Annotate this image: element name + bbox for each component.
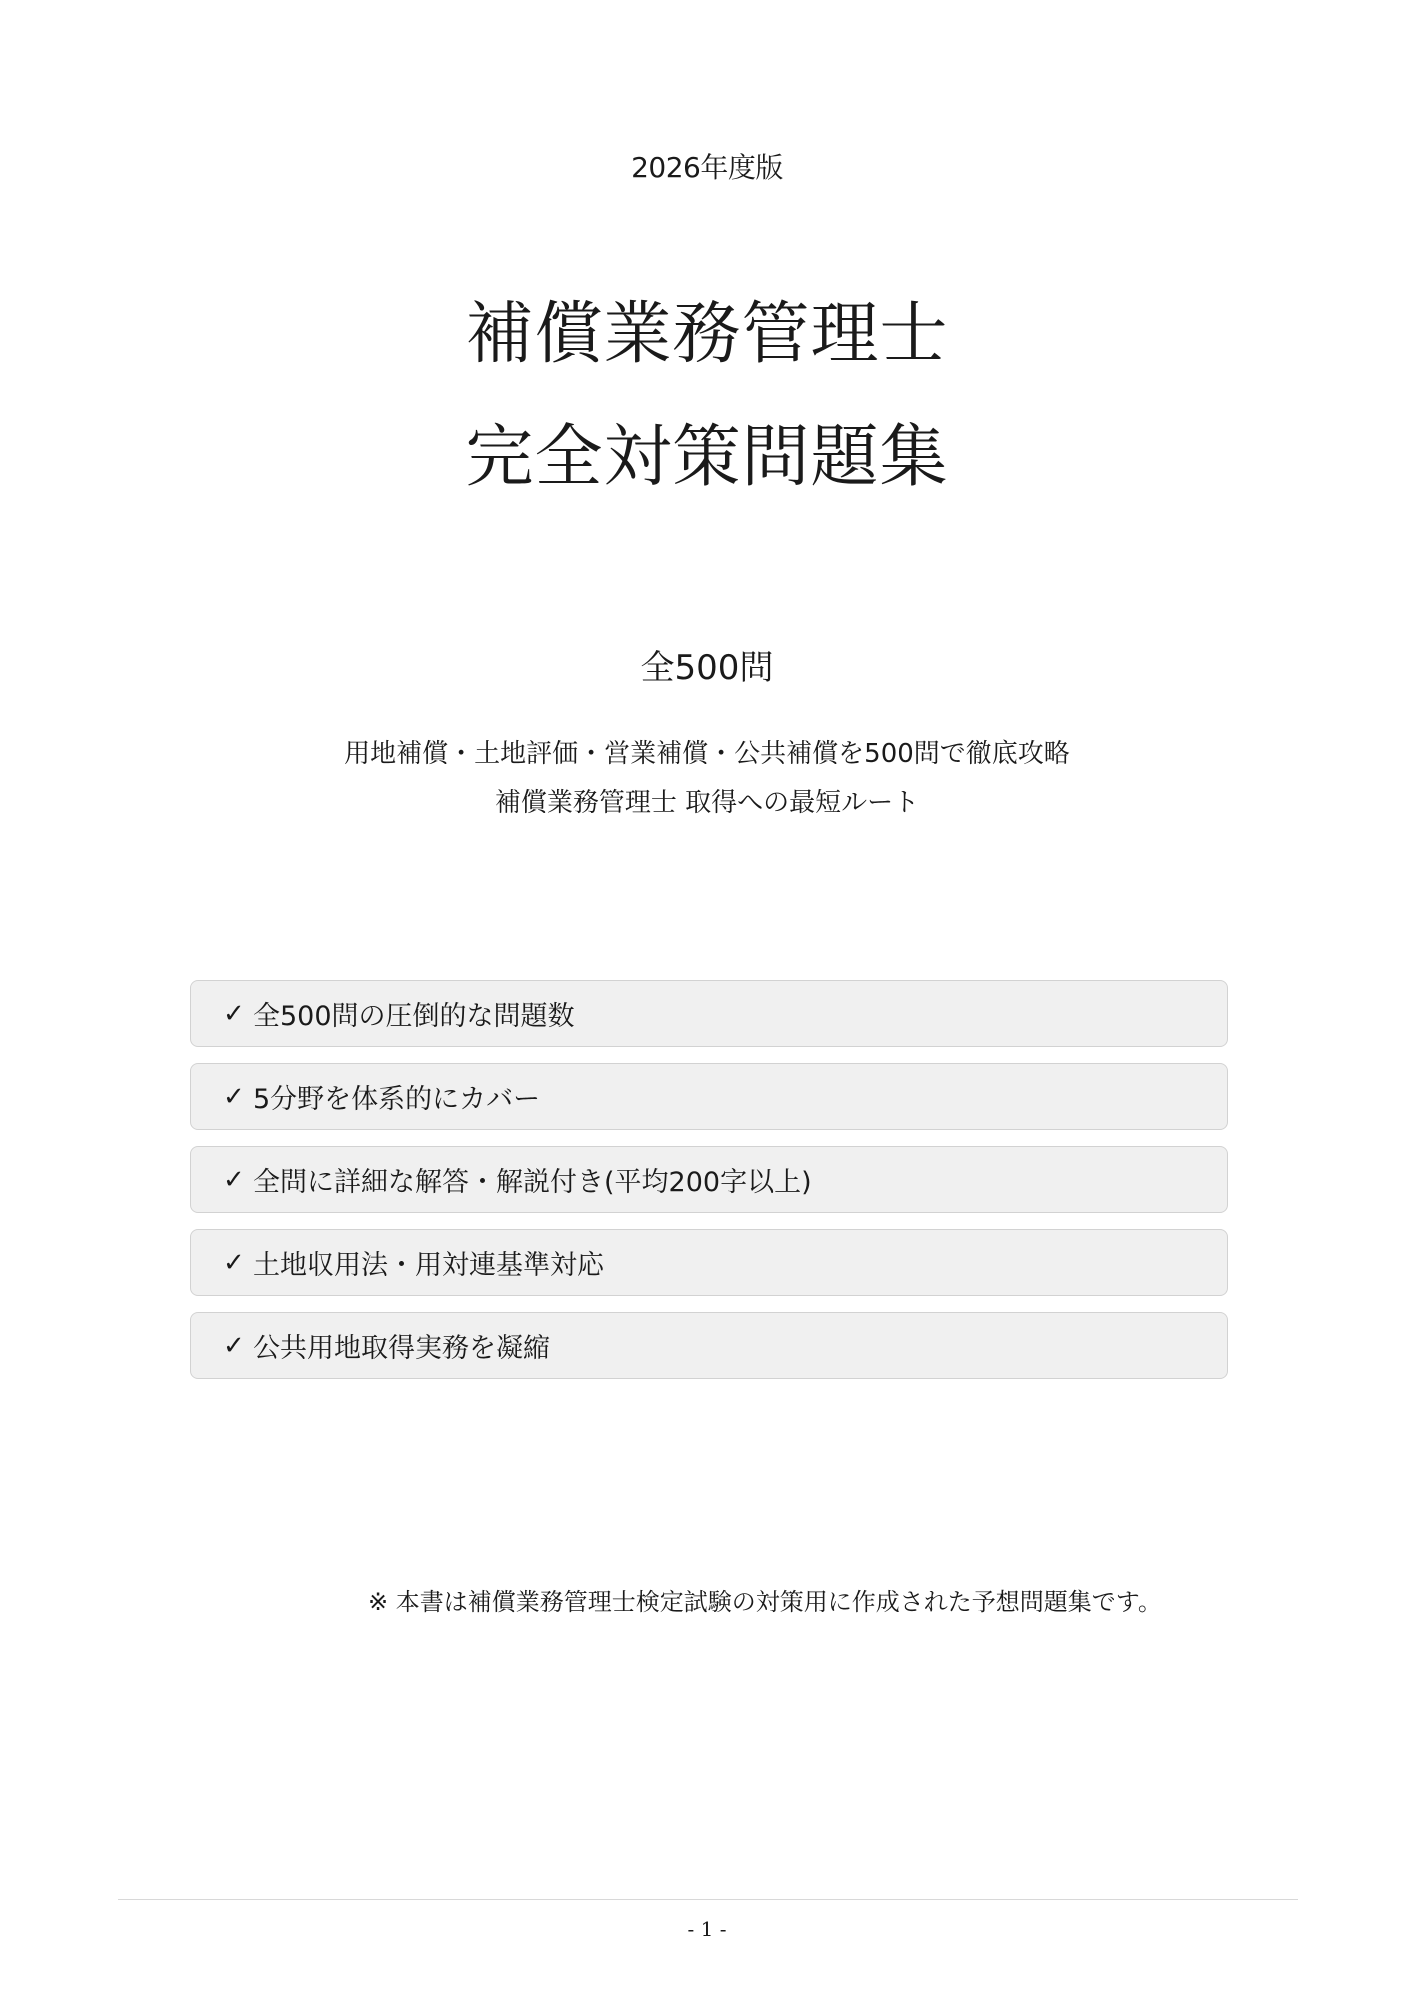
feature-text: 全問に詳細な解答・解説付き(平均200字以上) [253, 1167, 812, 1198]
feature-text: 全500問の圧倒的な問題数 [253, 1001, 575, 1032]
feature-list [190, 980, 1228, 1395]
check-icon: ✓ [223, 1164, 245, 1195]
check-icon: ✓ [223, 1247, 245, 1278]
feature-text: 土地収用法・用対連基準対応 [253, 1250, 604, 1281]
edition-label: 2026年度版 [631, 151, 783, 184]
book-title-line-1: 補償業務管理士 [465, 295, 949, 374]
feature-item [190, 1146, 1228, 1213]
page-number: - 1 - [687, 1917, 727, 1941]
subtitle-line-2: 補償業務管理士 取得への最短ルート [494, 788, 920, 818]
check-icon: ✓ [223, 998, 245, 1029]
check-icon: ✓ [223, 1330, 245, 1361]
feature-text: 5分野を体系的にカバー [253, 1084, 541, 1115]
feature-item [190, 1312, 1228, 1379]
feature-item [190, 980, 1228, 1047]
feature-item [190, 1063, 1228, 1130]
question-count: 全500問 [640, 648, 774, 688]
footer-divider [118, 1899, 1298, 1900]
subtitle-line-1: 用地補償・土地評価・営業補償・公共補償を500問で徹底攻略 [344, 739, 1070, 769]
disclaimer-note: ※ 本書は補償業務管理士検定試験の対策用に作成された予想問題集です。 [368, 1588, 1162, 1616]
check-icon: ✓ [223, 1081, 245, 1112]
feature-text: 公共用地取得実務を凝縮 [253, 1333, 550, 1364]
feature-item [190, 1229, 1228, 1296]
book-title-line-2: 完全対策問題集 [465, 418, 949, 497]
